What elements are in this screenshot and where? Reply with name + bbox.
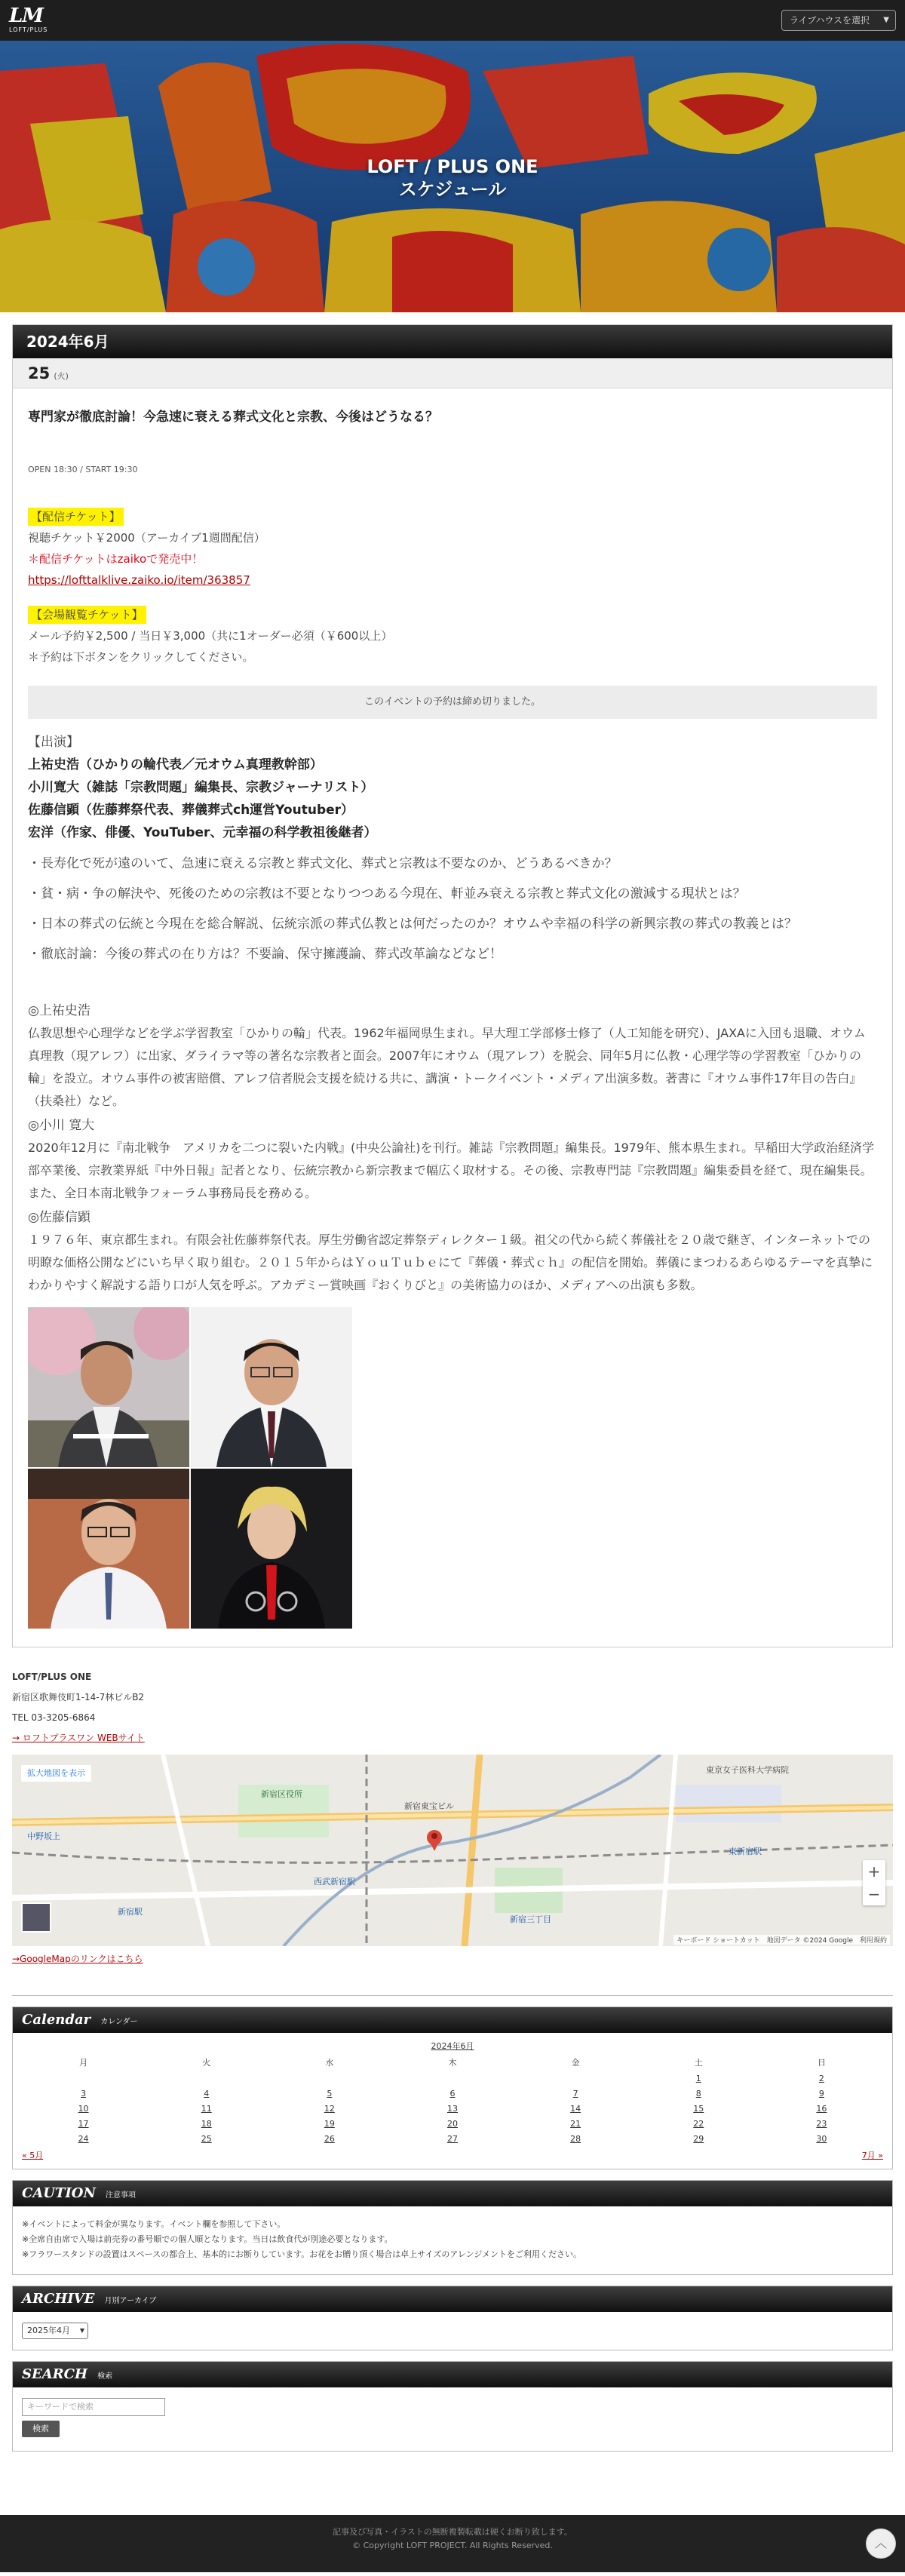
calendar-day <box>145 2131 268 2146</box>
site-footer <box>0 2515 905 2572</box>
calendar-title: Calendar <box>22 2012 91 2028</box>
ticket-stream-link[interactable]: https://lofttalklive.zaiko.io/item/363857 <box>28 573 250 587</box>
venue-info <box>0 1647 905 1749</box>
calendar-day <box>22 2116 145 2131</box>
weekday-header: 火 <box>202 2058 211 2068</box>
calendar-day-link[interactable]: 5 <box>327 2088 333 2099</box>
logo-mark: LM <box>9 5 44 27</box>
calendar-day <box>514 2131 637 2146</box>
calendar-day-link[interactable]: 11 <box>201 2103 212 2114</box>
calendar-day <box>391 2086 514 2101</box>
chevron-down-icon: ▼ <box>883 16 889 24</box>
calendar-day-link[interactable]: 30 <box>816 2133 827 2144</box>
calendar-day <box>268 2101 391 2116</box>
map-label: 新宿三丁目 <box>510 1914 551 1924</box>
profile-text: 2020年12月に『南北戦争 アメリカを二つに裂いた内戦』(中央公論社)を刊行。雑誌『宗教問題』編集長。1979年、熊本県生まれ。早稲田大学政治経済学部卒業後、宗教業界紙『中外日報』記者となり、伝統宗教から新宗教まで幅広く取材する。その後、宗教専門誌『宗教問題』編集委員を経て、現在編集長。また、全日本南北戦争フォーラム事務局長を務める。 <box>28 1141 875 1200</box>
hero-title <box>0 155 905 201</box>
map-label: 新宿区役所 <box>261 1789 302 1799</box>
venue-website-link[interactable]: → ロフトプラスワン WEBサイト <box>12 1733 145 1743</box>
archive-widget <box>12 2286 893 2350</box>
calendar-day <box>145 2086 268 2101</box>
map-label: 西武新宿駅 <box>314 1877 355 1887</box>
event-weekday: (火) <box>54 371 69 381</box>
venue-name: LOFT/PLUS ONE <box>12 1672 92 1682</box>
calendar-body <box>13 2033 892 2169</box>
calendar-day <box>22 2101 145 2116</box>
event-time: OPEN 18:30 / START 19:30 <box>28 465 138 474</box>
ticket-venue-price: メール予約￥2,500 / 当日￥3,000（共に1オーダー必須（￥600以上） <box>28 629 393 643</box>
archive-body <box>13 2312 892 2350</box>
calendar-prev-link[interactable]: « 5月 <box>22 2151 44 2160</box>
ticket-stream-price: 視聴チケット￥2000（アーカイブ1週間配信） <box>28 531 265 545</box>
cast-photo-grid <box>28 1307 352 1630</box>
calendar-day-link[interactable]: 12 <box>324 2103 335 2114</box>
calendar-day <box>514 2071 637 2086</box>
topic-item: ・長寿化で死が遠のいて、急速に衰える宗教と葬式文化、葬式と宗教は不要なのか、どうあるべきか？ <box>28 856 618 871</box>
map-enlarge-link[interactable]: 拡大地図を表示 <box>21 1765 91 1782</box>
back-to-top-button[interactable] <box>866 2528 896 2559</box>
map-label: 中野坂上 <box>27 1831 60 1841</box>
calendar-day-link[interactable]: 16 <box>816 2103 827 2114</box>
calendar-day-link[interactable]: 3 <box>81 2088 87 2099</box>
calendar-day-link[interactable]: 25 <box>201 2133 212 2144</box>
calendar-day-link[interactable]: 8 <box>695 2088 701 2099</box>
calendar-table <box>22 2054 883 2146</box>
calendar-day <box>268 2086 391 2101</box>
caution-title: CAUTION <box>22 2185 96 2201</box>
archive-month-select[interactable] <box>22 2323 88 2339</box>
ticket-venue-label: 【会場観覧チケット】 <box>28 606 146 624</box>
calendar-day <box>268 2131 391 2146</box>
calendar-next-link[interactable]: 7月 » <box>861 2151 883 2160</box>
caution-line: ※イベントによって料金が異なります。イベント欄を参照して下さい。 <box>22 2219 286 2229</box>
topic-item: ・徹底討論：今後の葬式の在り方は？不要論、保守擁護論、葬式改革論などなど！ <box>28 947 502 962</box>
reservation-closed-button[interactable]: このイベントの予約は締め切りました。 <box>28 686 877 719</box>
calendar-day-link[interactable]: 13 <box>446 2103 458 2114</box>
search-button[interactable]: 検索 <box>22 2421 60 2437</box>
weekday-header: 土 <box>694 2058 703 2068</box>
calendar-subtitle: カレンダー <box>100 2018 138 2026</box>
site-header <box>0 0 905 41</box>
topic-item: ・貧・病・争の解決や、死後のための宗教は不要となりつつある今現在、軒並み衰える宗教と葬式文化の激減する現状とは？ <box>28 886 746 901</box>
calendar-day-link[interactable]: 2 <box>818 2073 824 2083</box>
event-day: 25 <box>28 364 51 382</box>
cast-member: 小川寛大（雑誌「宗教問題」編集長、宗教ジャーナリスト） <box>28 780 374 795</box>
site-logo[interactable] <box>9 5 48 35</box>
calendar-heading <box>13 2007 892 2033</box>
calendar-day-link[interactable]: 10 <box>78 2103 89 2114</box>
calendar-day <box>637 2116 760 2131</box>
caution-line: ※全席自由席で入場は前売券の番号順での個人順となります。当日は飲食代が別途必要となります。 <box>22 2234 393 2244</box>
calendar-day <box>514 2086 637 2101</box>
cast-label: 【出演】 <box>28 735 79 750</box>
calendar-day <box>22 2131 145 2146</box>
calendar-day-link[interactable]: 14 <box>570 2103 581 2114</box>
calendar-day <box>637 2071 760 2086</box>
calendar-day <box>268 2071 391 2086</box>
venue-address: 新宿区歌舞伎町1-14-7林ビルB2 <box>12 1692 145 1702</box>
calendar-day <box>391 2101 514 2116</box>
search-subtitle: 検索 <box>97 2372 113 2381</box>
calendar-day <box>22 2071 145 2086</box>
calendar-day-link[interactable]: 6 <box>449 2088 456 2099</box>
calendar-day-link[interactable]: 29 <box>693 2133 704 2144</box>
cast-photo <box>191 1469 352 1629</box>
weekday-header: 木 <box>448 2058 457 2068</box>
calendar-day <box>637 2086 760 2101</box>
caution-heading <box>13 2181 892 2206</box>
profile-name: ◎佐藤信顕 <box>28 1210 90 1225</box>
weekday-header: 水 <box>325 2058 334 2068</box>
calendar-day-link[interactable]: 23 <box>816 2118 827 2129</box>
calendar-day-link[interactable]: 24 <box>78 2133 89 2144</box>
map-satellite-toggle[interactable] <box>21 1902 51 1933</box>
map-attribution: キーボード ショートカット 地図データ ©2024 Google 利用規約 <box>673 1935 890 1945</box>
calendar-day-link[interactable]: 7 <box>572 2088 578 2099</box>
weekday-header: 金 <box>571 2058 580 2068</box>
calendar-day <box>760 2086 883 2101</box>
calendar-day-link[interactable]: 9 <box>818 2088 824 2099</box>
profile-text: １９７６年、東京都生まれ。有限会社佐藤葬祭代表。厚生労働省認定葬祭ディレクター１級。祖父の代から続く葬儀社を２０歳で継ぎ、インターネットでの明瞭な価格公開などにいち早く取り組む。２０１５年からはＹｏｕＴｕｂｅにて『葬儀・葬式ｃｈ』の配信を開始。葬儀にまつわるあらゆるテーマを真摯にわかりやすく解説する語り口が人気を呼ぶ。アカデミー賞映画『おくりびと』の美術協力のほか、メディアへの出演も多数。 <box>28 1233 873 1292</box>
chevron-down-icon: ▼ <box>79 2327 84 2334</box>
calendar-day <box>268 2116 391 2131</box>
venue-map[interactable] <box>12 1755 893 1946</box>
calendar-day-link[interactable]: 17 <box>78 2118 89 2129</box>
event-date <box>13 358 892 388</box>
caution-line: ※フラワースタンドの設置はスペースの都合上、基本的にお断りしています。お花をお贈り頂く場合は卓上サイズのアレンジメントをご利用ください。 <box>22 2249 582 2259</box>
hero-banner <box>0 41 905 312</box>
calendar-day-link[interactable]: 15 <box>693 2103 704 2114</box>
content-divider <box>12 1995 893 1996</box>
topic-item: ・日本の葬式の伝統と今現在を総合解説、伝統宗派の葬式仏教とは何だったのか？オウムや幸福の科学の新興宗教の葬式の教義とは？ <box>28 916 797 932</box>
zoom-in-icon[interactable]: + <box>867 1862 881 1881</box>
archive-subtitle: 月別アーカイブ <box>104 2297 157 2305</box>
calendar-day-link[interactable]: 1 <box>695 2073 701 2083</box>
event-title: 専門家が徹底討論！今急速に衰える葬式文化と宗教、今後はどうなる？ <box>28 410 438 425</box>
map-label: 新宿駅 <box>118 1907 143 1917</box>
calendar-day <box>145 2101 268 2116</box>
calendar-day-link[interactable]: 20 <box>446 2118 458 2129</box>
calendar-day <box>391 2071 514 2086</box>
venue-select[interactable] <box>781 10 896 31</box>
weekday-header: 日 <box>817 2058 826 2068</box>
hero-title-line1: LOFT / PLUS ONE <box>367 156 538 177</box>
calendar-day-link[interactable]: 21 <box>570 2118 581 2129</box>
profile-name: ◎小川 寛大 <box>28 1118 95 1133</box>
cast-member: 上祐史浩（ひかりの輪代表／元オウム真理教幹部） <box>28 757 323 772</box>
calendar-day <box>760 2116 883 2131</box>
calendar-nav <box>22 2149 883 2161</box>
calendar-day <box>145 2116 268 2131</box>
map-label: 新宿東宝ビル <box>404 1801 454 1811</box>
archive-selected-month: 2025年4月 <box>27 2326 70 2335</box>
event-panel <box>12 324 893 1647</box>
map-zoom-controls[interactable] <box>863 1860 885 1905</box>
calendar-day-link[interactable]: 4 <box>204 2088 210 2099</box>
search-input[interactable]: キーワードで検索 <box>22 2398 165 2416</box>
search-widget <box>12 2361 893 2452</box>
calendar-day <box>145 2071 268 2086</box>
event-body <box>13 388 892 1647</box>
calendar-day <box>637 2131 760 2146</box>
cast-member: 宏洋（作家、俳優、YouTuber、元幸福の科学教祖後継者） <box>28 825 377 840</box>
caution-widget <box>12 2180 893 2275</box>
hero-title-line2: スケジュール <box>398 179 507 200</box>
calendar-day-link[interactable]: 19 <box>324 2118 335 2129</box>
chevron-up-icon: ︿ <box>874 2536 887 2550</box>
search-body <box>13 2387 892 2451</box>
archive-title: ARCHIVE <box>22 2291 95 2307</box>
calendar-day-link[interactable]: 22 <box>693 2118 704 2129</box>
calendar-day <box>637 2101 760 2116</box>
search-heading <box>13 2362 892 2387</box>
footer-copyright: © Copyright LOFT PROJECT. All Rights Reserved. <box>352 2541 553 2550</box>
calendar-day <box>514 2116 637 2131</box>
caution-subtitle: 注意事項 <box>106 2191 137 2200</box>
calendar-day <box>391 2116 514 2131</box>
venue-tel: TEL 03-3205-6864 <box>12 1712 96 1723</box>
calendar-day-link[interactable]: 18 <box>201 2118 212 2129</box>
search-title: SEARCH <box>22 2366 87 2382</box>
cast-photo <box>191 1307 352 1467</box>
calendar-day <box>760 2131 883 2146</box>
ticket-stream-label: 【配信チケット】 <box>28 508 124 526</box>
calendar-day-link[interactable]: 28 <box>570 2133 581 2144</box>
cast-member: 佐藤信顕（佐藤葬祭代表、葬儀葬式ch運営Youtuber） <box>28 803 354 818</box>
calendar-day-link[interactable]: 26 <box>324 2133 335 2144</box>
calendar-widget <box>12 2006 893 2169</box>
venue-select-value: ライブハウスを選択 <box>790 15 870 26</box>
profile-text: 仏教思想や心理学などを学ぶ学習教室「ひかりの輪」代表。1962年福岡県生まれ。早大理工学部修士修了（人工知能を研究）、JAXAに入団も退職、オウム真理教（現アレフ）に出家、ダライラマ等の著名な宗教者と面会。2007年にオウム（現アレフ）を脱会、同年5月に仏教・心理学等の学習教室「ひかりの輪」を設立。オウム事件の被害賠償、アレフ信者脱会支援を続ける共に、講演・トークイベント・メディア出演多数。著書に『オウム事件17年目の告白』（扶桑社）など。 <box>28 1026 866 1108</box>
map-label: 東新宿駅 <box>729 1847 762 1856</box>
calendar-day <box>760 2071 883 2086</box>
cast-photo <box>28 1469 189 1629</box>
calendar-day-link[interactable]: 27 <box>446 2133 458 2144</box>
ticket-stream-note: ＊配信チケットはzaikoで発売中！ <box>28 552 204 566</box>
calendar-caption: 2024年6月 <box>431 2041 474 2051</box>
calendar-day <box>391 2131 514 2146</box>
calendar-day <box>514 2101 637 2116</box>
profile-name: ◎上祐史浩 <box>28 1003 90 1018</box>
footer-notice: 記事及び写真・イラストの無断複製転載は硬くお断り致します。 <box>333 2527 572 2537</box>
calendar-day <box>760 2101 883 2116</box>
caution-body <box>13 2206 892 2274</box>
weekday-header: 月 <box>79 2058 88 2068</box>
map-label: 東京女子医科大学病院 <box>706 1765 789 1775</box>
ticket-venue-note: ＊予約は下ボタンをクリックしてください。 <box>28 650 254 664</box>
google-map-link[interactable]: →GoogleMapのリンクはこちら <box>12 1954 143 1964</box>
archive-heading <box>13 2286 892 2312</box>
month-heading: 2024年6月 <box>13 325 892 358</box>
zoom-out-icon[interactable]: − <box>867 1885 881 1903</box>
logo-sub: LOFT/PLUS <box>9 26 48 33</box>
calendar-day <box>22 2086 145 2101</box>
cast-photo <box>28 1307 189 1467</box>
